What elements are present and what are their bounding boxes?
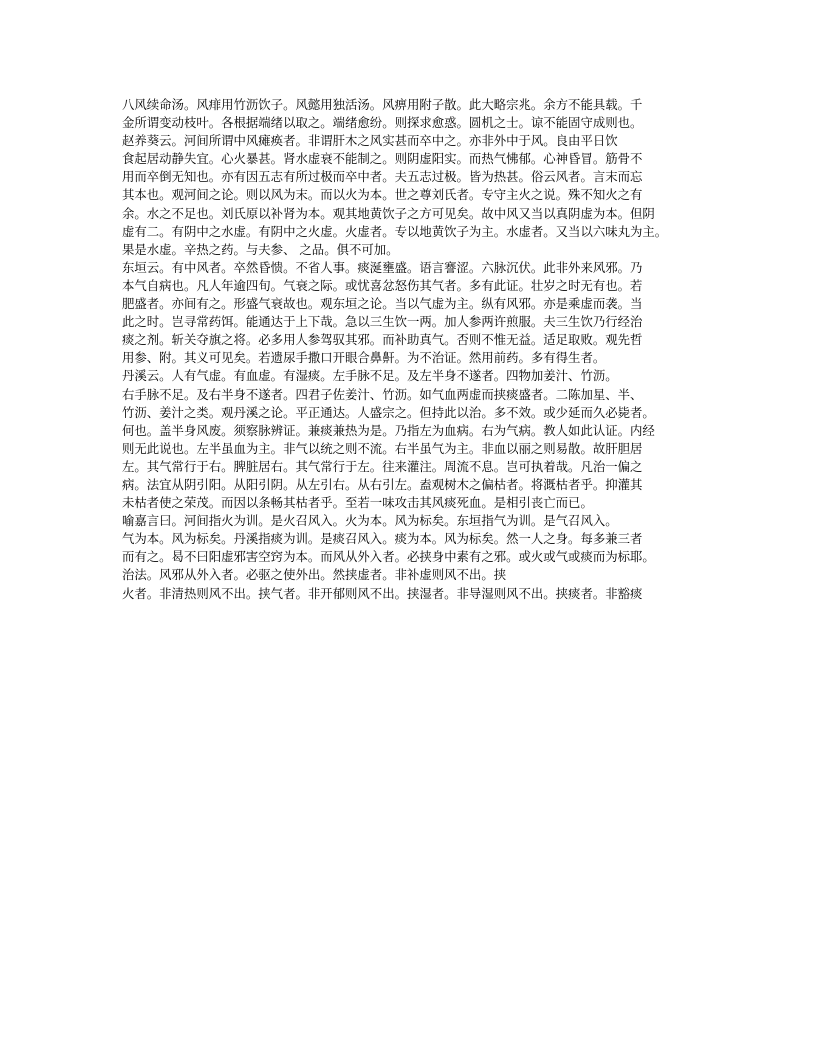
text-line-20: 则无此说也。左半虽血为主。非气以统之则不流。右半虽气为主。非血以丽之则易散。故肝胆居 bbox=[122, 440, 643, 456]
text-line-13: 此之时。岂寻常药饵。能通达于上下哉。急以三生饮一两。加人参两许煎服。夫三生饮乃行经治 bbox=[122, 314, 643, 330]
text-line-11: 本气自病也。凡人年逾四旬。气衰之际。或忧喜忿怒伤其气者。多有此证。壮岁之时无有也。若 bbox=[122, 277, 643, 293]
text-line-24: 喻嘉言曰。河间指火为训。是火召风入。火为本。风为标矣。东垣指气为训。是气召风入。 bbox=[122, 513, 618, 529]
text-line-1: 八风续命汤。风痱用竹沥饮子。风懿用独活汤。风痹用附子散。此大略宗兆。余方不能具载。千 bbox=[122, 97, 643, 112]
text-line-10: 东垣云。有中风者。卒然昏愦。不省人事。痰涎壅盛。语言謇涩。六脉沉伏。此非外来风邪。乃 bbox=[122, 259, 643, 275]
text-line-4: 食起居动静失宜。心火暴甚。肾水虚衰不能制之。则阴虚阳实。而热气怫郁。心神昏冒。筋骨不 bbox=[122, 151, 643, 167]
text-line-7: 余。水之不足也。刘氏原以补肾为本。观其地黄饮子之方可见矣。故中风又当以真阴虚为本。但阴 bbox=[122, 205, 655, 221]
text-line-25: 气为本。风为标矣。丹溪指痰为训。是痰召风入。痰为本。风为标矣。然一人之身。每多兼三者 bbox=[122, 531, 643, 547]
document-page bbox=[122, 96, 694, 603]
text-line-26: 而有之。曷不曰阳虚邪害空窍为本。而风从外入者。必挟身中素有之邪。或火或气或痰而为标耶。 bbox=[122, 549, 655, 565]
text-line-3: 赵养葵云。河间所谓中风瘫痪者。非谓肝木之风实甚而卒中之。亦非外中于风。良由平日饮 bbox=[122, 133, 618, 149]
text-line-5: 用而卒倒无知也。亦有因五志有所过极而卒中者。夫五志过极。皆为热甚。俗云风者。言末而忘 bbox=[122, 169, 643, 185]
text-line-9: 果是水虚。辛热之药。与夫参、 之品。俱不可加。 bbox=[122, 241, 399, 257]
text-line-8: 虚有二。有阴中之水虚。有阴中之火虚。火虚者。专以地黄饮子为主。水虚者。又当以六味丸为主。 bbox=[122, 223, 668, 239]
text-line-27: 治法。风邪从外入者。必驱之使外出。然挟虚者。非补虚则风不出。挟 bbox=[122, 567, 507, 583]
text-line-12: 肥盛者。亦间有之。形盛气衰故也。观东垣之论。当以气虚为主。纵有风邪。亦是乘虚而袭。当 bbox=[122, 296, 643, 312]
text-line-22: 病。法宜从阴引阳。从阳引阴。从左引右。从右引左。盍观树木之偏枯者。将溉枯者乎。抑灌其 bbox=[122, 476, 643, 492]
text-line-15: 用参、附。其义可见矣。若遗尿手撒口开眼合鼻鼾。为不治证。然用前药。多有得生者。 bbox=[122, 350, 606, 366]
text-line-19: 何也。盖半身风废。须察脉辨证。兼痰兼热为是。乃指左为血病。右为气病。教人如此认证。内经 bbox=[122, 422, 655, 438]
text-line-28: 火者。非清热则风不出。挟气者。非开郁则风不出。挟湿者。非导湿则风不出。挟痰者。非豁痰 bbox=[122, 585, 643, 601]
text-line-6: 其本也。观河间之论。则以风为末。而以火为本。世之尊刘氏者。专守主火之说。殊不知火之有 bbox=[122, 187, 643, 203]
text-line-21: 左。其气常行于右。脾脏居右。其气常行于左。往来灌注。周流不息。岂可执着哉。凡治一偏之 bbox=[122, 458, 643, 474]
text-line-23: 未枯者使之荣茂。而因以条畅其枯者乎。至若一味攻击其风痰死血。是相引丧亡而已。 bbox=[122, 495, 593, 511]
text-line-2: 金所谓变动枝叶。各根据端绪以取之。端绪愈纷。则探求愈惑。圆机之士。谅不能固守成则也。 bbox=[122, 115, 643, 131]
text-line-17: 右手脉不足。及右半身不遂者。四君子佐姜汁、竹沥。如气血两虚而挟痰盛者。二陈加星、半、 bbox=[122, 386, 643, 402]
text-line-14: 痰之剂。斩关夺旗之将。必多用人参驾驭其邪。而补助真气。否则不惟无益。适足取败。观先哲 bbox=[122, 332, 643, 348]
text-line-16: 丹溪云。人有气虚。有血虚。有湿痰。左手脉不足。及左半身不遂者。四物加姜汁、竹沥。 bbox=[122, 368, 618, 384]
text-line-18: 竹沥、姜汁之类。观丹溪之论。平正通达。人盛宗之。但持此以治。多不效。或少延而久必毙者。 bbox=[122, 404, 655, 420]
